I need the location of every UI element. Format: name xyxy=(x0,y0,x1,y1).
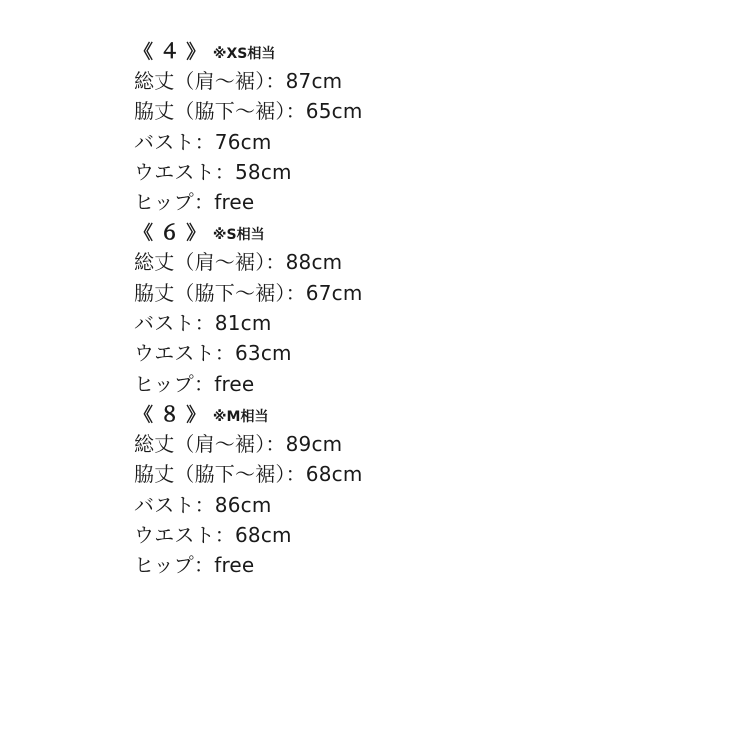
hip-row: ヒップ：free xyxy=(134,190,255,215)
size-block-6 xyxy=(134,217,694,398)
size-chart xyxy=(134,36,694,580)
size-number: ４ xyxy=(159,39,180,63)
waist-row: ウエスト：58cm xyxy=(134,159,292,184)
size-number: ８ xyxy=(159,401,180,426)
total-length-row: 総丈（肩〜裾）：87cm xyxy=(134,69,343,93)
size-block-8 xyxy=(134,399,694,580)
total-length-row: 総丈（肩〜裾）：88cm xyxy=(134,250,343,275)
bust-row: バスト：86cm xyxy=(134,492,272,517)
hip-row: ヒップ：free xyxy=(134,553,255,578)
size-heading xyxy=(134,36,694,66)
size-equivalent-note: ※S相当 xyxy=(212,227,265,244)
size-equivalent-note: ※XS相当 xyxy=(212,46,276,62)
side-length-row: 脇丈（脇下〜裾）：65cm xyxy=(134,99,363,124)
hip-row: ヒップ：free xyxy=(134,371,255,396)
size-block-4 xyxy=(134,36,694,217)
waist-row: ウエスト：63cm xyxy=(134,341,292,366)
heading-close-bracket: 》 xyxy=(186,222,206,245)
waist-row: ウエスト：68cm xyxy=(134,522,292,547)
bust-row: バスト：76cm xyxy=(134,129,272,154)
heading-open-bracket: 《 xyxy=(134,403,154,426)
heading-open-bracket: 《 xyxy=(134,222,154,245)
heading-close-bracket: 》 xyxy=(186,403,206,426)
heading-close-bracket: 》 xyxy=(186,41,206,63)
size-equivalent-note: ※M相当 xyxy=(212,408,269,425)
side-length-row: 脇丈（脇下〜裾）：68cm xyxy=(134,462,363,487)
total-length-row: 総丈（肩〜裾）：89cm xyxy=(134,431,343,456)
size-number: ６ xyxy=(159,220,180,245)
size-heading xyxy=(134,399,694,429)
size-heading xyxy=(134,217,694,247)
bust-row: バスト：81cm xyxy=(134,311,272,336)
side-length-row: 脇丈（脇下〜裾）：67cm xyxy=(134,280,363,305)
heading-open-bracket: 《 xyxy=(134,41,154,63)
